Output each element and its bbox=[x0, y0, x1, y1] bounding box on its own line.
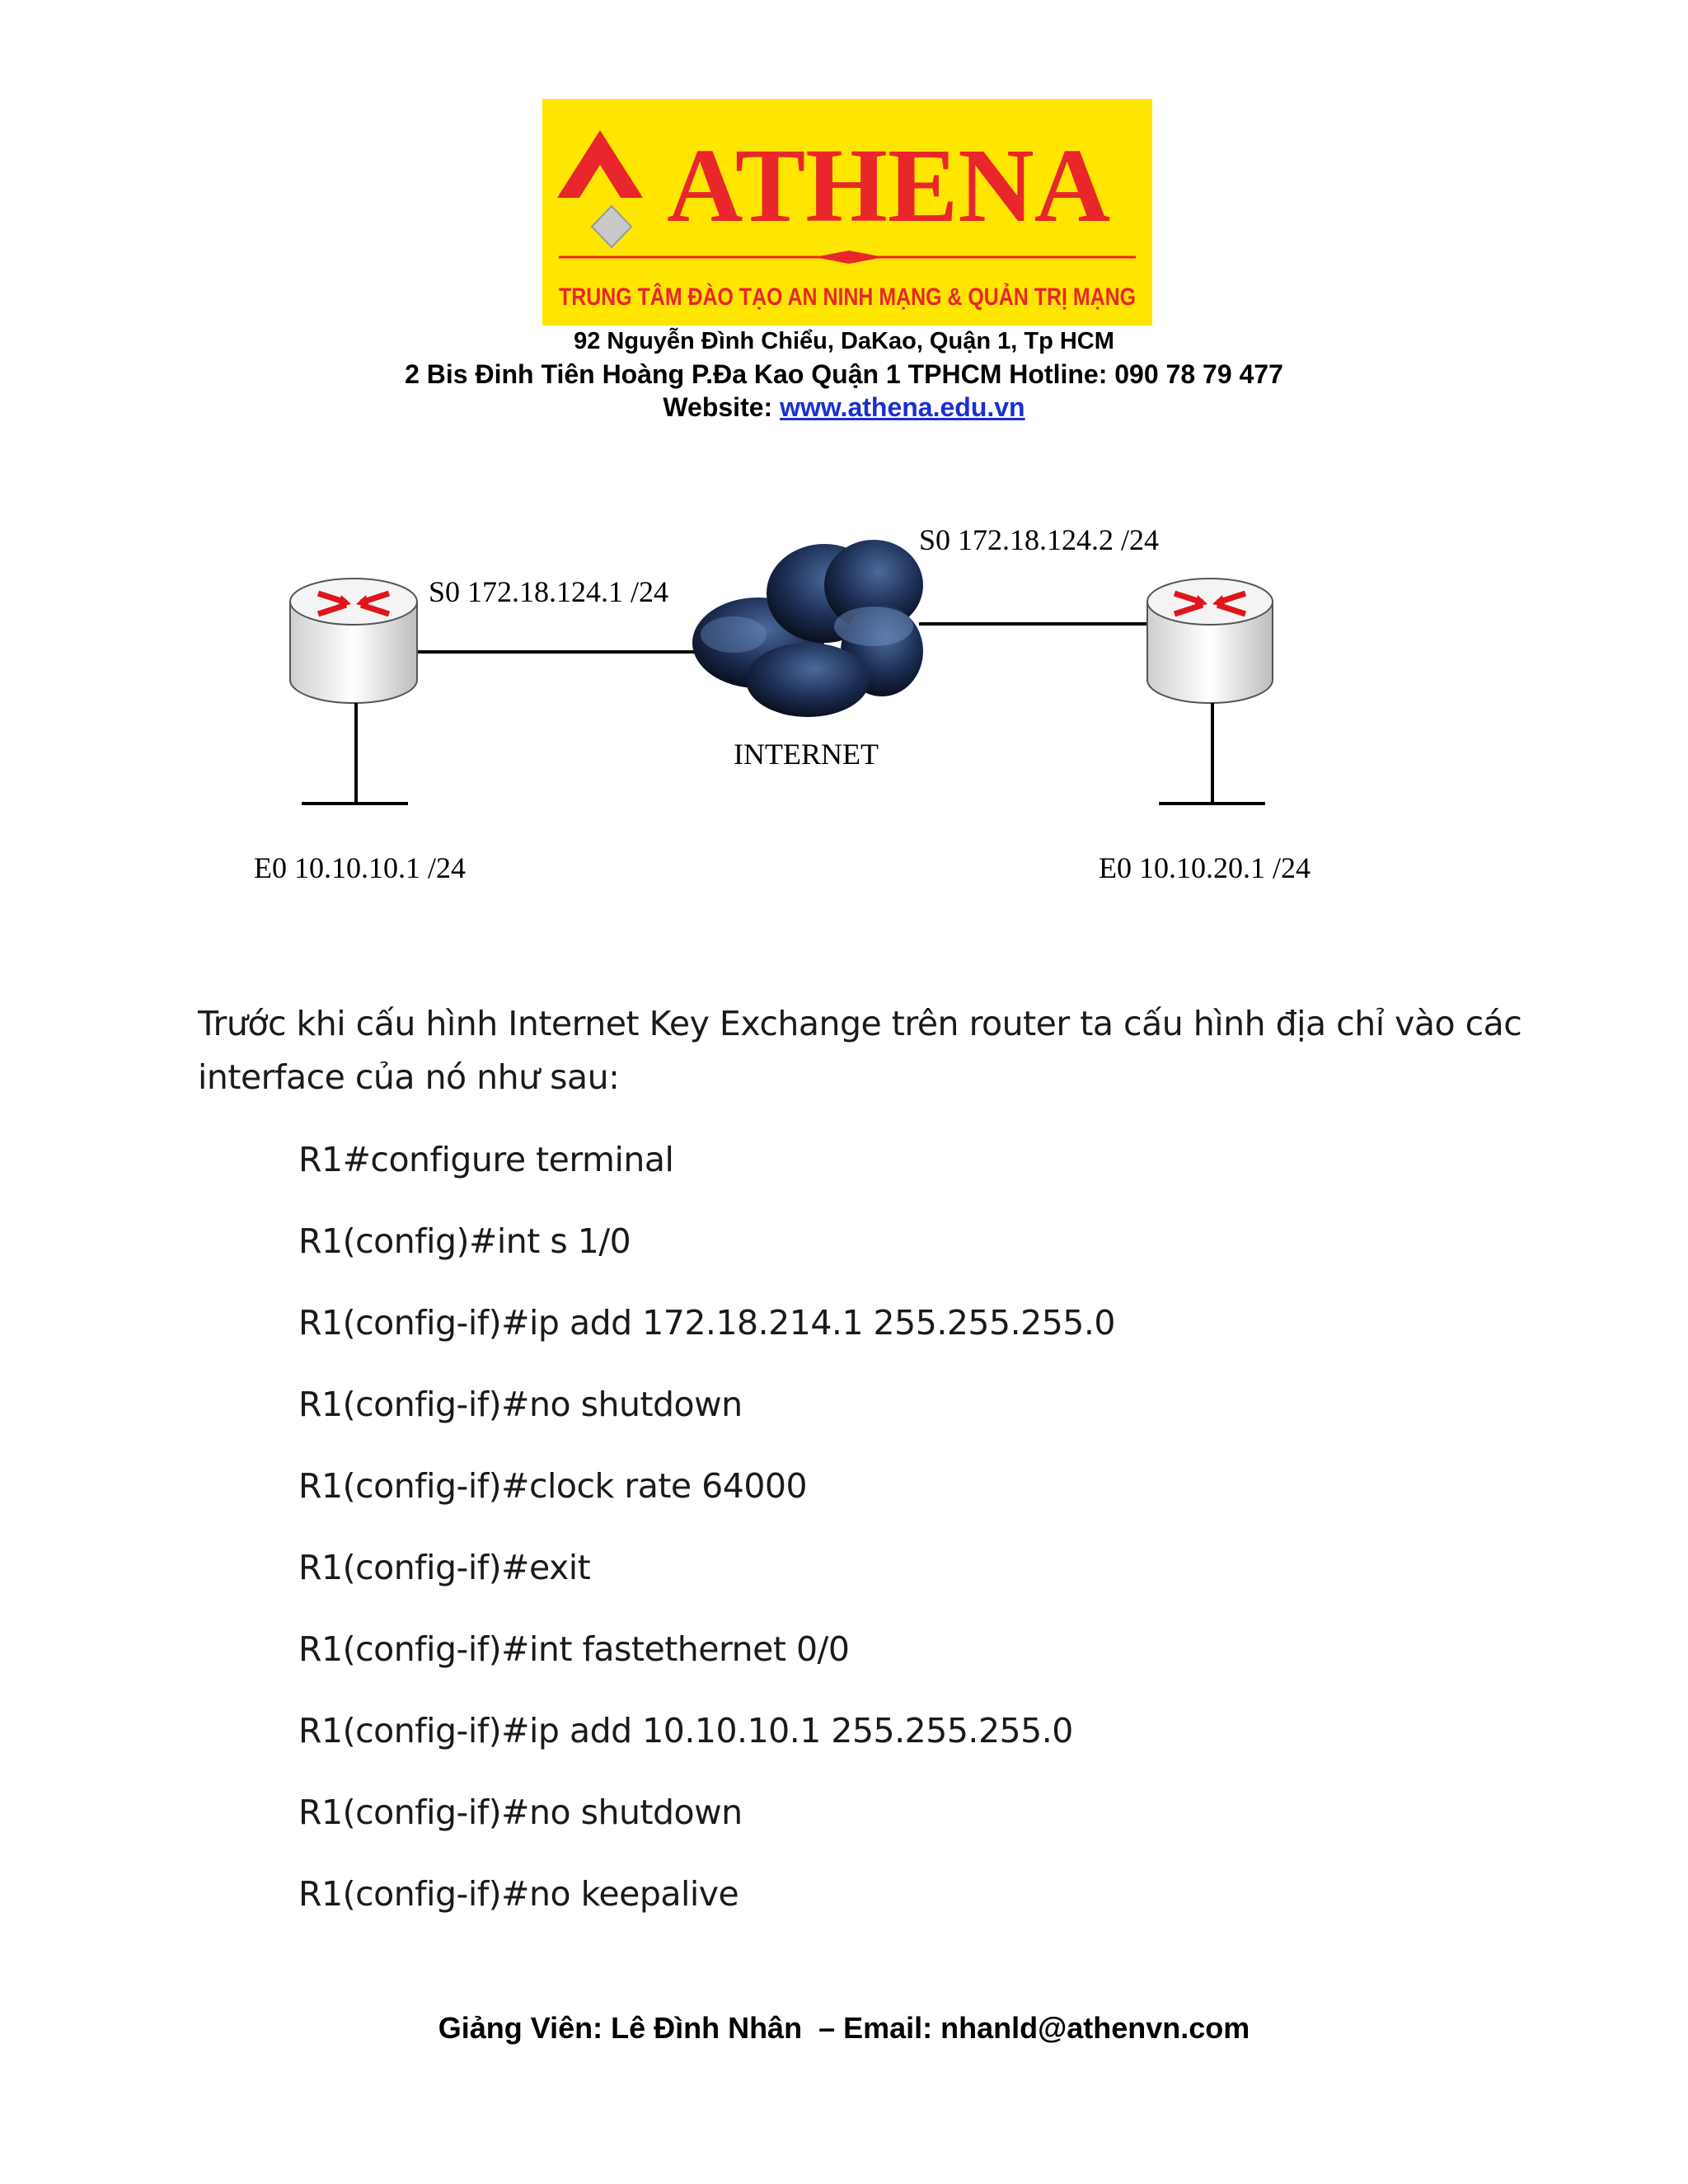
router-left bbox=[290, 579, 417, 804]
left-serial-label: S0 172.18.124.1 /24 bbox=[429, 575, 669, 608]
command-line: R1#configure terminal bbox=[298, 1140, 674, 1179]
command-line: R1(config-if)#ip add 10.10.10.1 255.255.255.0 bbox=[298, 1711, 1073, 1750]
right-serial-label: S0 172.18.124.2 /24 bbox=[919, 523, 1160, 556]
address-line-1: 92 Nguyễn Đình Chiểu, DaKao, Quận 1, Tp HCM bbox=[574, 328, 1114, 354]
right-ethernet-label: E0 10.10.20.1 /24 bbox=[1099, 851, 1311, 884]
command-line: R1(config)#int s 1/0 bbox=[298, 1221, 631, 1261]
footer-instructor: Giảng Viên: Lê Đình Nhân – Email: nhanld@athenvn.com bbox=[438, 2011, 1250, 2045]
network-diagram bbox=[0, 494, 1688, 956]
website-label: Website: bbox=[663, 392, 781, 422]
command-line: R1(config-if)#exit bbox=[298, 1548, 591, 1587]
command-line: R1(config-if)#no keepalive bbox=[298, 1874, 739, 1914]
left-ethernet-label: E0 10.10.10.1 /24 bbox=[254, 851, 466, 884]
intro-paragraph-line-1: Trước khi cấu hình Internet Key Exchange trên router ta cấu hình địa chỉ vào các bbox=[198, 1004, 1522, 1043]
logo-title: ATHENA bbox=[666, 127, 1111, 244]
command-line: R1(config-if)#no shutdown bbox=[298, 1793, 743, 1832]
command-line: R1(config-if)#clock rate 64000 bbox=[298, 1466, 808, 1506]
router-right bbox=[1147, 579, 1273, 804]
command-line: R1(config-if)#ip add 172.18.214.1 255.255.255.0 bbox=[298, 1303, 1116, 1343]
intro-paragraph-line-2: interface của nó như sau: bbox=[198, 1057, 620, 1097]
logo-subtitle: TRUNG TÂM ĐÀO TẠO AN NINH MẠNG & QUẢN TRỊ MẠNG bbox=[559, 284, 1254, 311]
command-line: R1(config-if)#int fastethernet 0/0 bbox=[298, 1629, 850, 1669]
website-line bbox=[0, 392, 1688, 423]
address-line-2: 2 Bis Đinh Tiên Hoàng P.Đa Kao Quận 1 TPHCM Hotline: 090 78 79 477 bbox=[405, 359, 1283, 389]
website-link[interactable]: www.athena.edu.vn bbox=[780, 392, 1025, 422]
athena-logo bbox=[542, 99, 1254, 326]
internet-label: INTERNET bbox=[734, 738, 879, 771]
internet-cloud-icon bbox=[692, 540, 923, 717]
command-line: R1(config-if)#no shutdown bbox=[298, 1385, 743, 1424]
